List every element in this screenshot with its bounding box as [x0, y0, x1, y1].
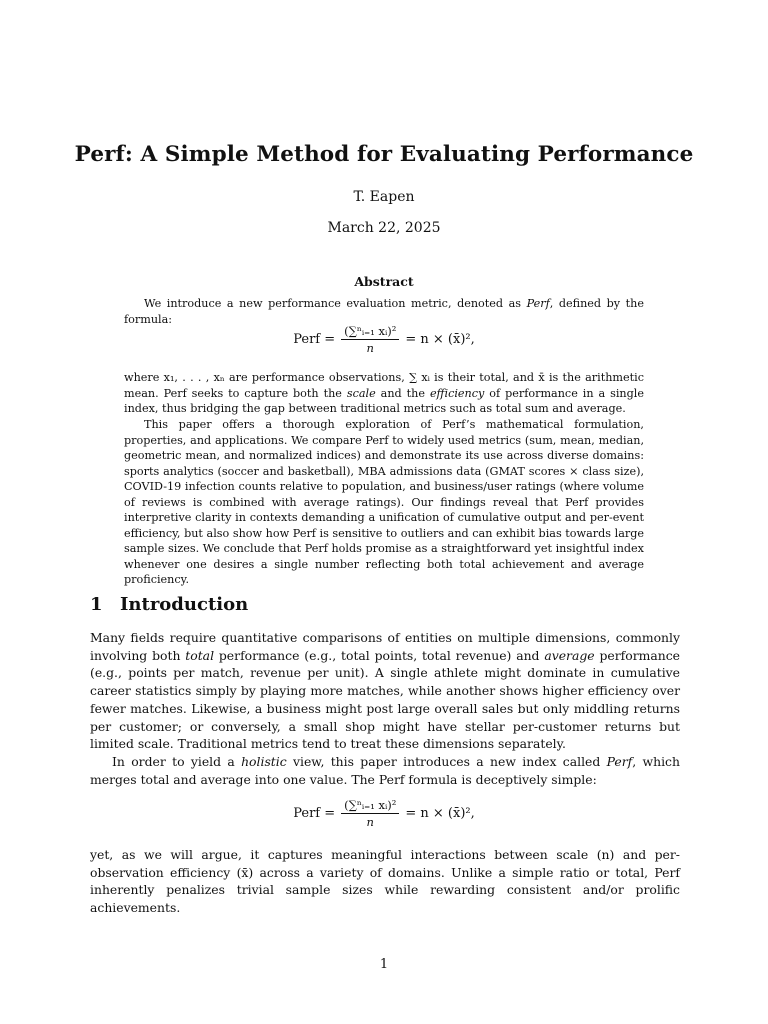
abstract-heading: Abstract [354, 274, 414, 289]
abstract-paragraph-2: This paper offers a thorough exploration of Perf’s mathematical formulation, properties, and applications. We compare Perf to widely used metrics (sum, mean, median, geometric mean, and normalized indices) and demonstrate its use across diverse domains: sports analytics (soccer and basketball), MBA admissions data (GMAT scores × class size), COVID-19 infection counts relative to population, and business/user ratings (where volume of reviews is combined with average ratings). Our findings reveal that Perf provides interpretive clarity in contexts demanding a unification of cumulative output and per-event efficiency, but also show how Perf is sensitive to outliers and can exhibit bias towards large sample sizes. We conclude that Perf holds promise as a straightforward yet insightful index whenever one desires a single number reflecting both total achievement and average proficiency. [124, 418, 644, 586]
intro-paragraph-2: In order to yield a holistic view, this paper introduces a new index called Perf, which merges total and average into one value. The Perf formula is deceptively simple: [90, 754, 680, 787]
page-number: 1 [379, 957, 389, 972]
intro-paragraph-3: yet, as we will argue, it captures meaningful interactions between scale (n) and per-observation efficiency (x̄) across a variety of domains. Unlike a simple ratio or total, Perf inherently penalizes trivial sample sizes while rewarding consistent and/or prolific achievements. [90, 847, 680, 916]
formula-fraction [341, 798, 399, 829]
section-heading-introduction [90, 594, 248, 615]
formula-numerator: (∑ⁿᵢ₌₁ xᵢ)² [341, 798, 399, 814]
paper-title: Perf: A Simple Method for Evaluating Performance [74, 142, 694, 167]
abstract-formula [0, 324, 768, 355]
formula-lhs: Perf = [293, 806, 336, 821]
section-title: Introduction [120, 594, 249, 615]
formula-numerator: (∑ⁿᵢ₌₁ xᵢ)² [341, 324, 399, 340]
author-name: T. Eapen [353, 189, 415, 205]
formula-denominator: n [366, 815, 374, 829]
formula-rhs: = n × (x̄)², [405, 332, 475, 347]
publication-date: March 22, 2025 [327, 220, 441, 236]
intro-formula [0, 798, 768, 829]
section-number: 1 [90, 594, 103, 615]
formula-lhs: Perf = [293, 332, 336, 347]
intro-paragraph-1: Many fields require quantitative comparisons of entities on multiple dimensions, commonly involving both total performance (e.g., total points, total revenue) and average performance (e.g., points per match, revenue per unit). A single athlete might dominate in cumulative career statistics simply by playing more matches, while another shows higher efficiency over fewer matches. Likewise, a business might post large overall sales but only middling returns per customer; or conversely, a small shop might have stellar per-customer returns but limited scale. Traditional metrics tend to treat these dimensions separately. [90, 630, 681, 752]
formula-denominator: n [366, 341, 374, 355]
formula-fraction [341, 324, 399, 355]
abstract-paragraph-1: where x₁, . . . , xₙ are performance observations, ∑ xᵢ is their total, and x̄ is the arithmetic mean. Perf seeks to capture both the scale and the efficiency of performance in a single index, thus bridging the gap between traditional metrics such as total sum and average. [124, 371, 644, 415]
formula-rhs: = n × (x̄)², [405, 806, 475, 821]
abstract-intro: We introduce a new performance evaluation metric, denoted as Perf, defined by the formula: [124, 297, 644, 326]
